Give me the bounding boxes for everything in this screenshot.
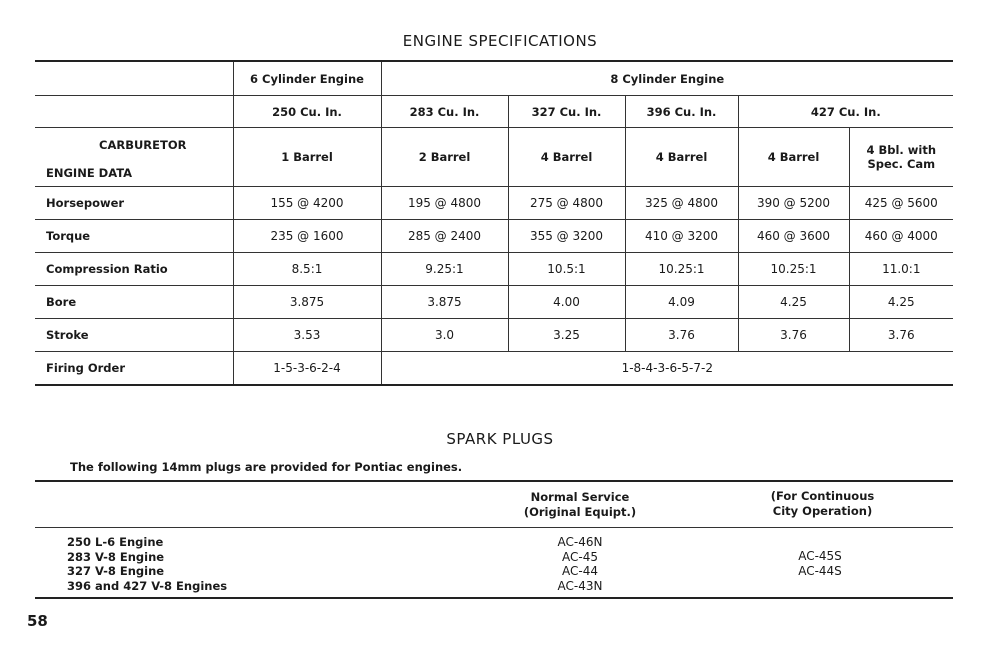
row-label-torque: Torque xyxy=(35,220,233,253)
carburetor-cell: 4 Bbl. with Spec. Cam xyxy=(849,128,953,187)
firing-order-eight: 1-8-4-3-6-5-7-2 xyxy=(381,352,953,386)
table-cell: 4.25 xyxy=(849,286,953,319)
list-item: AC-46N xyxy=(557,535,603,549)
divider xyxy=(35,597,953,599)
table-cell: 325 @ 4800 xyxy=(625,187,738,220)
list-item: AC-43N xyxy=(557,578,603,593)
table-cell: 11.0:1 xyxy=(849,253,953,286)
normal-service-line2: (Original Equipt.) xyxy=(523,505,637,519)
row-label-stroke: Stroke xyxy=(35,319,233,352)
table-cell: 4.09 xyxy=(625,286,738,319)
table-cell: 390 @ 5200 xyxy=(738,187,849,220)
engine-spec-table xyxy=(35,60,953,386)
table-cell: 195 @ 4800 xyxy=(381,187,508,220)
displacement-396: 396 Cu. In. xyxy=(625,96,738,128)
table-cell: 4.00 xyxy=(508,286,625,319)
table-cell: 235 @ 1600 xyxy=(233,220,381,253)
carburetor-cell: 1 Barrel xyxy=(233,128,381,187)
table-cell: 9.25:1 xyxy=(381,253,508,286)
displacement-427: 427 Cu. In. xyxy=(738,96,953,128)
table-cell: 3.53 xyxy=(233,319,381,352)
table-cell: 155 @ 4200 xyxy=(233,187,381,220)
table-cell: 4.25 xyxy=(738,286,849,319)
table-cell: 410 @ 3200 xyxy=(625,220,738,253)
table-cell: 3.76 xyxy=(625,319,738,352)
table-cell: 355 @ 3200 xyxy=(508,220,625,253)
eight-cylinder-header: 8 Cylinder Engine xyxy=(381,61,953,96)
normal-plug-list xyxy=(520,535,640,593)
displacement-250: 250 Cu. In. xyxy=(233,96,381,128)
displacement-283: 283 Cu. In. xyxy=(381,96,508,128)
city-plug-list xyxy=(750,549,890,578)
row-label-firing-order: Firing Order xyxy=(35,352,233,386)
row-label-horsepower: Horsepower xyxy=(35,187,233,220)
table-cell: 425 @ 5600 xyxy=(849,187,953,220)
page-number: 58 xyxy=(27,612,48,630)
six-cylinder-header: 6 Cylinder Engine xyxy=(233,61,381,96)
table-cell: 10.25:1 xyxy=(625,253,738,286)
table-cell: 10.5:1 xyxy=(508,253,625,286)
table-cell: 285 @ 2400 xyxy=(381,220,508,253)
list-item: AC-45S xyxy=(798,549,842,563)
normal-service-header xyxy=(500,490,660,520)
header-blank xyxy=(35,61,233,96)
engine-list xyxy=(67,535,227,593)
table-cell: 3.0 xyxy=(381,319,508,352)
displacement-327: 327 Cu. In. xyxy=(508,96,625,128)
table-cell: 3.25 xyxy=(508,319,625,352)
table-cell: 3.875 xyxy=(233,286,381,319)
list-item: AC-44S xyxy=(798,563,842,578)
carburetor-cell: 2 Barrel xyxy=(381,128,508,187)
table-cell: 460 @ 3600 xyxy=(738,220,849,253)
carburetor-cell: 4 Barrel xyxy=(625,128,738,187)
table-cell: 3.875 xyxy=(381,286,508,319)
page-title: ENGINE SPECIFICATIONS xyxy=(402,32,598,50)
row-label-bore: Bore xyxy=(35,286,233,319)
carburetor-cell: 4 Barrel xyxy=(508,128,625,187)
divider xyxy=(35,527,953,528)
list-item: 327 V-8 Engine xyxy=(67,564,165,579)
table-cell: 8.5:1 xyxy=(233,253,381,286)
carburetor-engine-data-label xyxy=(35,128,233,187)
table-cell: 460 @ 4000 xyxy=(849,220,953,253)
spark-plugs-intro: The following 14mm plugs are provided for Pontiac engines. xyxy=(70,460,463,474)
firing-order-six: 1-5-3-6-2-4 xyxy=(233,352,381,386)
city-operation-header xyxy=(740,489,905,519)
table-cell: 3.76 xyxy=(738,319,849,352)
list-item: 396 and 427 V-8 Engines xyxy=(67,578,228,593)
table-cell: 275 @ 4800 xyxy=(508,187,625,220)
list-item: AC-44 xyxy=(562,564,598,579)
row-label-compression-ratio: Compression Ratio xyxy=(35,253,233,286)
table-cell: 10.25:1 xyxy=(738,253,849,286)
carburetor-label: CARBURETOR xyxy=(99,138,187,152)
header-blank xyxy=(35,96,233,128)
carburetor-cell: 4 Barrel xyxy=(738,128,849,187)
divider xyxy=(35,480,953,482)
list-item: 250 L-6 Engine xyxy=(67,535,164,549)
city-operation-line1: (For Continuous xyxy=(770,489,875,503)
list-item: 283 V-8 Engine xyxy=(67,549,165,564)
engine-data-label: ENGINE DATA xyxy=(46,166,133,180)
list-item: AC-45 xyxy=(562,549,598,564)
spark-plugs-title: SPARK PLUGS xyxy=(446,430,554,448)
table-cell: 3.76 xyxy=(849,319,953,352)
normal-service-line1: Normal Service xyxy=(530,490,630,504)
city-operation-line2: City Operation) xyxy=(772,504,873,518)
